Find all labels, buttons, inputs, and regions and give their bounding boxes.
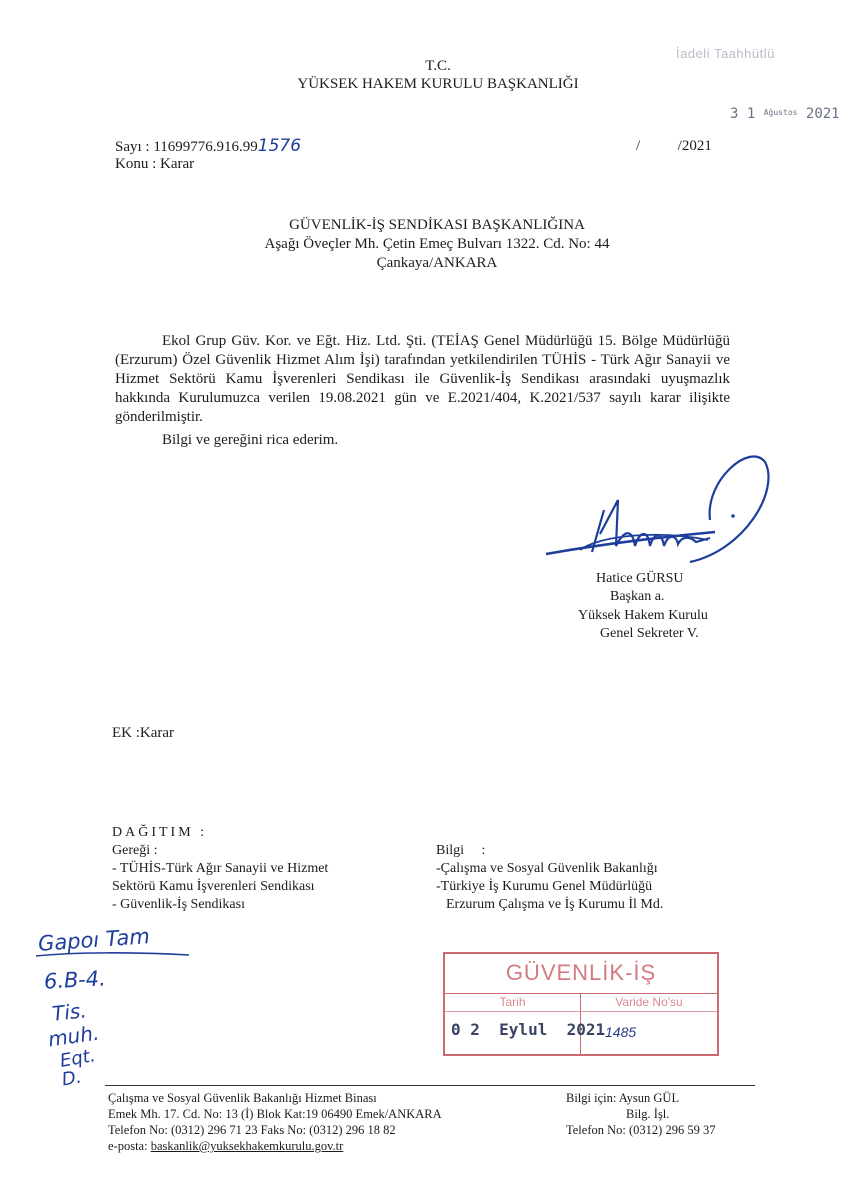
- handwritten-note-line: 6.B-4.: [43, 966, 107, 994]
- footer-contact-person: Bilgi için: Aysun GÜL: [566, 1091, 680, 1105]
- konu-label: Konu: [115, 156, 149, 172]
- footer-email-line: [108, 1139, 343, 1155]
- handwritten-underline: [34, 950, 194, 960]
- header-tc: T.C.: [425, 58, 451, 74]
- handwritten-note-line: muh.: [46, 1020, 101, 1052]
- geregi-item: - Güvenlik-İş Sendikası: [112, 897, 245, 912]
- geregi-label: Gereği :: [112, 843, 158, 858]
- konu-value: : Karar: [152, 156, 195, 172]
- bilgi-item: -Türkiye İş Kurumu Genel Müdürlüğü: [436, 879, 653, 894]
- signatory-title-2: Yüksek Hakem Kurulu: [578, 608, 708, 623]
- recipient-name: GÜVENLİK-İŞ SENDİKASI BAŞKANLIĞINA: [289, 217, 585, 233]
- footer-email-link[interactable]: baskanlik@yuksekhakemkurulu.gov.tr: [150, 1139, 344, 1153]
- bilgi-item: -Çalışma ve Sosyal Güvenlik Bakanlığı: [436, 861, 658, 876]
- footer-phone-line: Telefon No: (0312) 296 71 23 Faks No: (0312) 296 18 82: [108, 1123, 396, 1137]
- received-stamp-date-label: Tarih: [499, 995, 526, 1009]
- sayi-handwritten-number: 1576: [257, 136, 302, 156]
- attachment-value: :Karar: [135, 725, 175, 741]
- sayi-value: : 11699776.916.99: [145, 139, 258, 155]
- body-closing: Bilgi ve gereğini rica ederim.: [162, 432, 339, 448]
- footer-address-line: Çalışma ve Sosyal Güvenlik Bakanlığı Hizmet Binası: [108, 1091, 377, 1105]
- geregi-item: - TÜHİS-Türk Ağır Sanayii ve Hizmet: [112, 861, 329, 876]
- received-stamp-number: 1485: [605, 1024, 637, 1040]
- footer-address-line: Emek Mh. 17. Cd. No: 13 (İ) Blok Kat:19 06490 Emek/ANKARA: [108, 1107, 442, 1121]
- footer-email-label: e-posta:: [108, 1139, 151, 1153]
- received-stamp: [443, 952, 719, 1056]
- bilgi-item: Erzurum Çalışma ve İş Kurumu İl Md.: [446, 897, 664, 912]
- handwritten-note-line: Gapoı Tam: [37, 924, 151, 956]
- received-stamp-date: 0 2 Eylul 2021: [451, 1020, 606, 1039]
- header-authority: YÜKSEK HAKEM KURULU BAŞKANLIĞI: [297, 76, 579, 92]
- attachment-line: [112, 724, 174, 743]
- distribution-heading: DAĞITIM :: [112, 825, 208, 840]
- handwritten-note-line: Tis.: [50, 998, 88, 1026]
- geregi-item: Sektörü Kamu İşverenleri Sendikası: [112, 879, 315, 894]
- footer-divider: [105, 1085, 755, 1086]
- signatory-title-3: Genel Sekreter V.: [600, 626, 699, 641]
- konu-line: [115, 155, 194, 174]
- recipient-city: Çankaya/ANKARA: [376, 255, 498, 271]
- received-stamp-title: GÜVENLİK-İŞ: [505, 960, 657, 985]
- received-year: 2021: [805, 106, 840, 122]
- received-month: Ağustos: [763, 108, 798, 117]
- received-stamp-number-label: Varide No'su: [615, 995, 683, 1009]
- footer-contact-phone: Telefon No: (0312) 296 59 37: [566, 1123, 716, 1137]
- handwritten-signature: [540, 450, 780, 580]
- footer-contact-role: Bilg. İşl.: [626, 1107, 670, 1121]
- sayi-label: Sayı: [115, 139, 142, 155]
- document-date: / /2021: [636, 138, 712, 154]
- signatory-title-1: Başkan a.: [610, 589, 665, 604]
- handwritten-note-line: D.: [60, 1066, 84, 1091]
- recipient-address: Aşağı Öveçler Mh. Çetin Emeç Bulvarı 1322. Cd. No: 44: [264, 236, 610, 252]
- registered-mail-stamp: İadeli Taahhütlü: [676, 46, 775, 61]
- received-day: 3 1: [730, 106, 756, 122]
- bilgi-label: Bilgi :: [436, 843, 486, 858]
- signatory-name: Hatice GÜRSU: [596, 571, 684, 586]
- attachment-label: EK: [112, 725, 132, 741]
- sayi-line: [115, 137, 301, 157]
- body-paragraph: Ekol Grup Güv. Kor. ve Eğt. Hiz. Ltd. Şti. (TEİAŞ Genel Müdürlüğü 15. Bölge Müdürlüğü (Erzurum) Özel Güvenlik Hizmet Alım İşi) tarafından yetkilendirilen TÜHİS - Türk Ağır Sanayii ve Hizmet Sektörü Kamu İşverenleri Sendikası ile Güvenlik-İş Sendikası arasındaki uyuşmazlık hakkında Kurulumuzca verilen 19.08.2021 gün ve E.2021/404, K.2021/537 sayılı karar ilişikte gönderilmiştir.: [115, 333, 730, 425]
- handwritten-note-line: Eqt.: [58, 1045, 98, 1072]
- received-date-stamp: [730, 106, 840, 122]
